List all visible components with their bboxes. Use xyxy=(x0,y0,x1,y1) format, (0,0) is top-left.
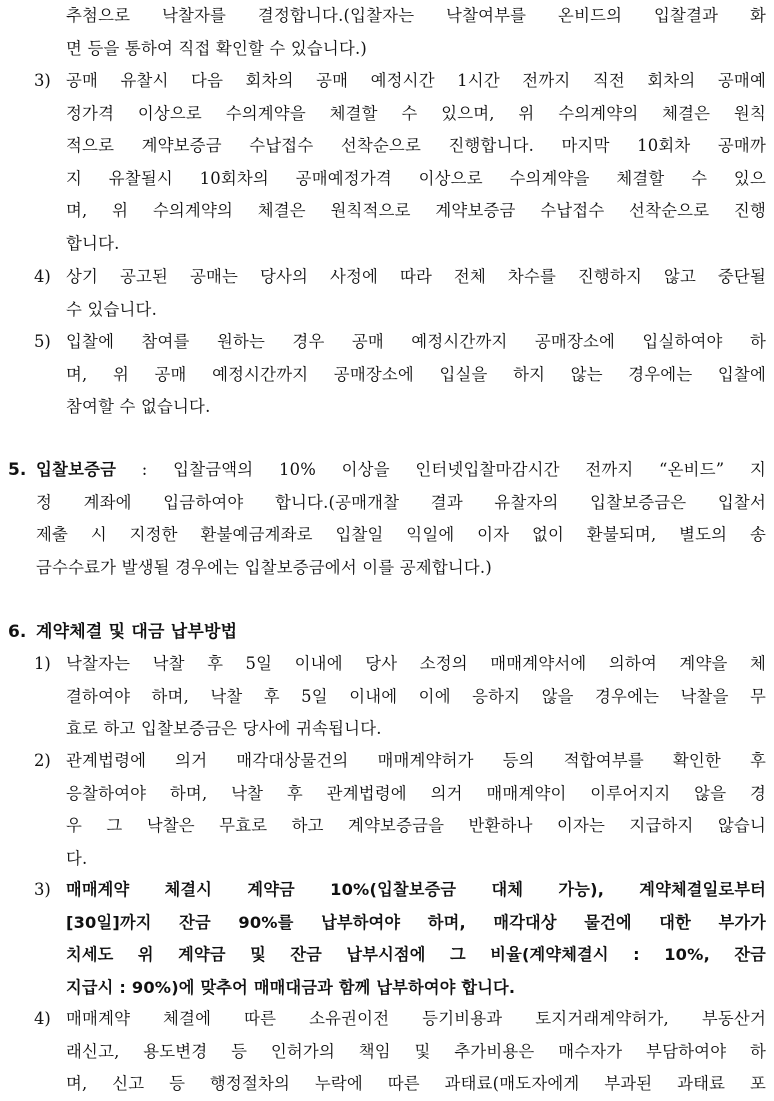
text-line: 추첨으로 낙찰자를 결정합니다.(입찰자는 낙찰여부를 온비드의 입찰결과 화 xyxy=(66,6,766,25)
text-line: 매매계약 체결에 따른 소유권이전 등기비용과 토지거래계약허가, 부동산거 xyxy=(66,1009,766,1028)
text-line: 공매 유찰시 다음 회차의 공매 예정시간 1시간 전까지 직전 회차의 공매예 xyxy=(66,71,766,90)
list-number: 2) xyxy=(34,751,51,770)
text-line: 래신고, 용도변경 등 인허가의 책임 및 추가비용은 매수자가 부담하여야 하 xyxy=(66,1041,766,1061)
section-number: 6. xyxy=(8,622,27,642)
text-line: 치세도 위 계약금 및 잔금 납부시점에 그 비율(계약체결시 : 10%, 잔금 xyxy=(66,945,766,965)
text-line: 지급시 : 90%)에 맞추어 매매대금과 함께 납부하여야 합니다. xyxy=(66,977,516,997)
section-text: : 입찰금액의 10% 이상을 인터넷입찰마감시간 전까지 “온비드” 지 xyxy=(116,460,766,479)
text-line: 제출 시 지정한 환불예금계좌로 입찰일 익일에 이자 없이 환불되며, 별도의 송 xyxy=(36,525,766,545)
paragraph-item-6-3 xyxy=(66,874,766,1004)
text-line: 우 그 낙찰은 무효로 하고 계약보증금을 반환하나 이자는 지급하지 않습니 xyxy=(66,816,766,836)
text-line: 응찰하여야 하며, 낙찰 후 관계법령에 의거 매매계약이 이루어지지 않을 경 xyxy=(66,783,766,803)
text-line: 며, 위 공매 예정시간까지 공매장소에 입실을 하지 않는 경우에는 입찰에 xyxy=(66,364,766,384)
text-line: 다. xyxy=(66,848,88,868)
text-line: 며, 신고 등 행정절차의 누락에 따른 과태료(매도자에게 부과된 과태료 포 xyxy=(66,1074,766,1094)
list-number: 1) xyxy=(34,654,51,673)
list-number: 4) xyxy=(34,267,51,286)
text-line: 상기 공고된 공매는 당사의 사정에 따라 전체 차수를 진행하지 않고 중단될 xyxy=(66,267,766,286)
text-line: [30일]까지 잔금 90%를 납부하여야 하며, 매각대상 물건에 대한 부가가 xyxy=(66,912,766,932)
paragraph-item-5 xyxy=(66,326,766,424)
list-number: 5) xyxy=(34,332,51,351)
text-line xyxy=(36,454,766,487)
text-line: 정 계좌에 입금하여야 합니다.(공매개찰 결과 유찰자의 입찰보증금은 입찰서 xyxy=(36,492,766,512)
list-number: 3) xyxy=(34,880,51,899)
text-line: 며, 위 수의계약의 체결은 원칙적으로 계약보증금 수납접수 선착순으로 진행 xyxy=(66,201,766,221)
text-line: 금수수료가 발생될 경우에는 입찰보증금에서 이를 공제합니다.) xyxy=(36,557,492,577)
text-line: 지 유찰될시 10회차의 공매예정가격 이상으로 수의계약을 체결할 수 있으 xyxy=(66,168,766,188)
paragraph-item-6-2 xyxy=(66,745,766,875)
paragraph-item-6-4 xyxy=(66,1003,766,1101)
text-line: 효로 하고 입찰보증금은 당사에 귀속됩니다. xyxy=(66,719,382,739)
text-line: 적으로 계약보증금 수납접수 선착순으로 진행합니다. 마지막 10회차 공매까 xyxy=(66,136,766,156)
text-line: 결하여야 하며, 낙찰 후 5일 이내에 이에 응하지 않을 경우에는 낙찰을 무 xyxy=(66,686,766,706)
list-number: 3) xyxy=(34,71,51,90)
paragraph-item-6-1 xyxy=(66,648,766,746)
text-line: 수 있습니다. xyxy=(66,299,157,319)
text-line: 정가격 이상으로 수의계약을 체결할 수 있으며, 위 수의계약의 체결은 원칙 xyxy=(66,103,766,123)
section-title: 계약체결 및 대금 납부방법 xyxy=(36,622,238,642)
text-line: 입찰에 참여를 원하는 경우 공매 예정시간까지 공매장소에 입실하여야 하 xyxy=(66,332,766,351)
paragraph-item-4 xyxy=(66,261,766,326)
text-line: 관계법령에 의거 매각대상물건의 매매계약허가 등의 적합여부를 확인한 후 xyxy=(66,751,766,770)
list-number: 4) xyxy=(34,1009,51,1028)
paragraph-intro xyxy=(66,0,766,65)
text-line: 면 등을 통하여 직접 확인할 수 있습니다.) xyxy=(66,38,367,58)
paragraph-item-3 xyxy=(66,65,766,261)
section-5-paragraph xyxy=(36,454,766,584)
section-title: 입찰보증금 xyxy=(36,460,117,479)
text-line: 낙찰자는 낙찰 후 5일 이내에 당사 소정의 매매계약서에 의하여 계약을 체 xyxy=(66,654,766,673)
text-line: 매매계약 체결시 계약금 10%(입찰보증금 대체 가능), 계약체결일로부터 xyxy=(66,880,766,899)
text-line: 참여할 수 없습니다. xyxy=(66,397,211,417)
section-number: 5. xyxy=(8,460,27,480)
text-line: 합니다. xyxy=(66,233,120,253)
